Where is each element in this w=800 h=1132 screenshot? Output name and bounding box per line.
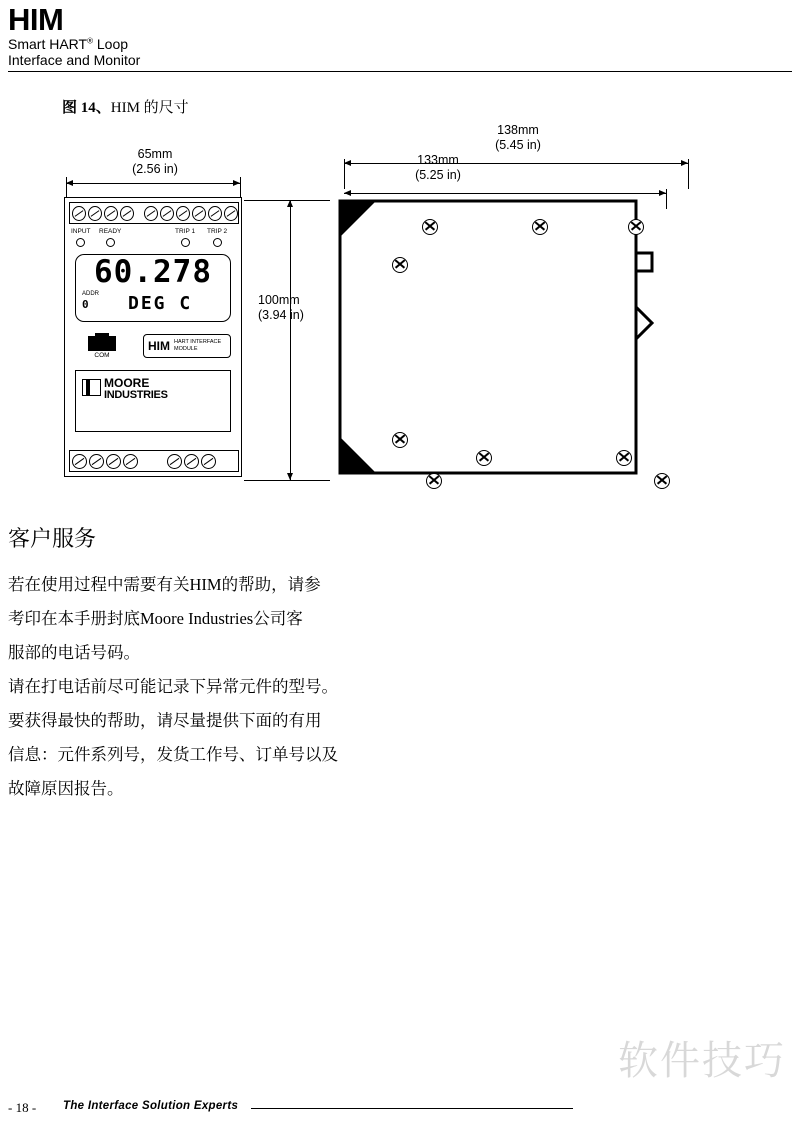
mounting-hole-icon — [392, 432, 408, 448]
side-view-outline-icon — [336, 197, 688, 477]
terminal-strip-bottom — [69, 450, 239, 472]
moore-logo-line1: MOORE — [104, 376, 150, 390]
dimension-depth-inner-mm: 133mm — [417, 153, 459, 167]
customer-service-line-7: 故障原因报告。 — [8, 779, 124, 798]
led-indicator-input-icon — [76, 238, 85, 247]
terminal-screw-icon — [72, 454, 87, 469]
mounting-hole-icon — [422, 219, 438, 235]
dimension-arrow-outer-right — [681, 160, 688, 166]
terminal-screw-icon — [106, 454, 121, 469]
mounting-hole-icon — [392, 257, 408, 273]
terminal-screw-icon — [184, 454, 199, 469]
figure-caption — [62, 96, 189, 117]
him-front-view — [64, 197, 242, 477]
page-number: - 18 - — [8, 1100, 37, 1115]
terminal-screw-icon — [160, 206, 174, 221]
mounting-hole-icon — [426, 473, 442, 489]
lcd-value: 60.278 — [94, 254, 212, 290]
dimension-arrow-up — [287, 200, 293, 207]
moore-logo-text — [104, 377, 168, 401]
dimension-arrow-inner-left — [344, 190, 351, 196]
brand-subtitle — [8, 36, 792, 68]
customer-service-line-4: 请在打电话前尽可能记录下异常元件的型号。 — [8, 677, 338, 696]
dimension-front-height-mm: 100mm — [258, 293, 300, 307]
dimension-front-width-mm: 65mm — [137, 147, 173, 161]
figure-caption-prefix: 图 14、 — [62, 100, 111, 116]
mounting-hole-icon — [476, 450, 492, 466]
dimension-tick-outer-right — [688, 159, 689, 189]
badge-description-line2: MODULE — [174, 346, 198, 352]
him-side-view — [336, 197, 688, 477]
moore-logo-line2: INDUSTRIES — [104, 388, 168, 401]
terminal-screw-icon — [123, 454, 138, 469]
customer-service-line-5: 要获得最快的帮助，请尽量提供下面的有用 — [8, 711, 322, 730]
him-dimensions-figure — [0, 115, 800, 485]
dimension-extension-top — [244, 200, 330, 201]
dimension-arrow-down — [287, 473, 293, 480]
customer-service-line-6: 信息：元件系列号，发货工作号、订单号以及 — [8, 745, 338, 764]
figure-caption-text: HIM 的尺寸 — [110, 100, 189, 116]
terminal-screw-icon — [201, 454, 216, 469]
led-indicator-trip2-icon — [213, 238, 222, 247]
terminal-screw-icon — [192, 206, 206, 221]
dimension-extension-bottom — [244, 480, 330, 481]
led-label-trip1: TRIP 1 — [175, 228, 196, 235]
dimension-line-front-width — [66, 183, 240, 184]
dimension-arrow-right — [233, 180, 240, 186]
footer-divider — [251, 1108, 573, 1109]
terminal-screw-icon — [72, 206, 86, 221]
dimension-front-height — [258, 293, 328, 323]
com-connector-icon — [88, 336, 116, 351]
dimension-front-height-in: (3.94 in) — [258, 308, 304, 322]
com-port-label: COM — [94, 352, 110, 359]
lcd-addr-value: 0 — [82, 298, 89, 311]
registered-mark-icon: ® — [87, 36, 93, 46]
led-label-ready: READY — [99, 228, 122, 235]
led-indicator-row — [71, 228, 237, 250]
terminal-screw-icon — [144, 206, 158, 221]
customer-service-heading: 客户服务 — [8, 526, 97, 551]
lcd-addr-label: ADDR — [82, 291, 100, 297]
dimension-depth-inner-in: (5.25 in) — [415, 168, 461, 182]
hart-interface-badge — [143, 334, 231, 358]
dimension-line-depth-inner — [344, 193, 666, 194]
footer-tagline: The Interface Solution Experts — [63, 1100, 239, 1112]
dimension-depth-outer-in: (5.45 in) — [495, 138, 541, 152]
header-divider — [8, 71, 792, 72]
led-indicator-trip1-icon — [181, 238, 190, 247]
page-header — [8, 4, 792, 72]
dimension-depth-outer — [468, 123, 568, 153]
terminal-screw-icon — [208, 206, 222, 221]
moore-logo-mark-icon — [82, 379, 101, 396]
dimension-front-width-in: (2.56 in) — [132, 162, 178, 176]
led-indicator-ready-icon — [106, 238, 115, 247]
terminal-screw-icon — [167, 454, 182, 469]
badge-description-line1: HART INTERFACE — [174, 339, 222, 346]
com-port — [87, 336, 117, 359]
mounting-hole-icon — [532, 219, 548, 235]
dimension-arrow-left — [66, 180, 73, 186]
mounting-hole-icon — [654, 473, 670, 489]
customer-service-line-1: 若在使用过程中需要有关HIM的帮助，请参 — [8, 575, 321, 594]
brand-subtitle-line2: Interface and Monitor — [8, 52, 141, 69]
terminal-screw-icon — [224, 206, 238, 221]
terminal-screw-icon — [89, 454, 104, 469]
customer-service-body — [8, 568, 438, 806]
dimension-arrow-outer-left — [344, 160, 351, 166]
dimension-front-width — [110, 147, 200, 177]
customer-service-line-2: 考印在本手册封底Moore Industries公司客 — [8, 609, 303, 628]
moore-industries-logo — [75, 370, 231, 432]
lcd-display — [75, 254, 231, 322]
brand-title: HIM — [8, 2, 64, 37]
customer-service-line-3: 服部的电话号码。 — [8, 643, 140, 662]
dimension-arrow-inner-right — [659, 190, 666, 196]
watermark: 软件技巧 — [618, 1039, 786, 1083]
dimension-line-front-height — [290, 200, 291, 480]
badge-him-text: HIM — [148, 339, 170, 353]
lcd-units: DEG C — [128, 293, 193, 314]
terminal-screw-icon — [104, 206, 118, 221]
dimension-depth-inner — [388, 153, 488, 183]
brand-subtitle-line1-pre: Smart HART — [8, 36, 88, 52]
brand-subtitle-line1-post: Loop — [93, 36, 129, 52]
led-label-input: INPUT — [71, 228, 91, 235]
dimension-depth-outer-mm: 138mm — [497, 123, 539, 137]
terminal-screw-icon — [88, 206, 102, 221]
led-label-trip2: TRIP 2 — [207, 228, 228, 235]
mounting-hole-icon — [616, 450, 632, 466]
mounting-hole-icon — [628, 219, 644, 235]
terminal-screw-icon — [176, 206, 190, 221]
page-footer — [8, 1098, 792, 1118]
dimension-tick-outer-left — [344, 159, 345, 189]
badge-description — [174, 339, 221, 353]
terminal-screw-icon — [120, 206, 134, 221]
terminal-strip-top — [69, 202, 239, 224]
